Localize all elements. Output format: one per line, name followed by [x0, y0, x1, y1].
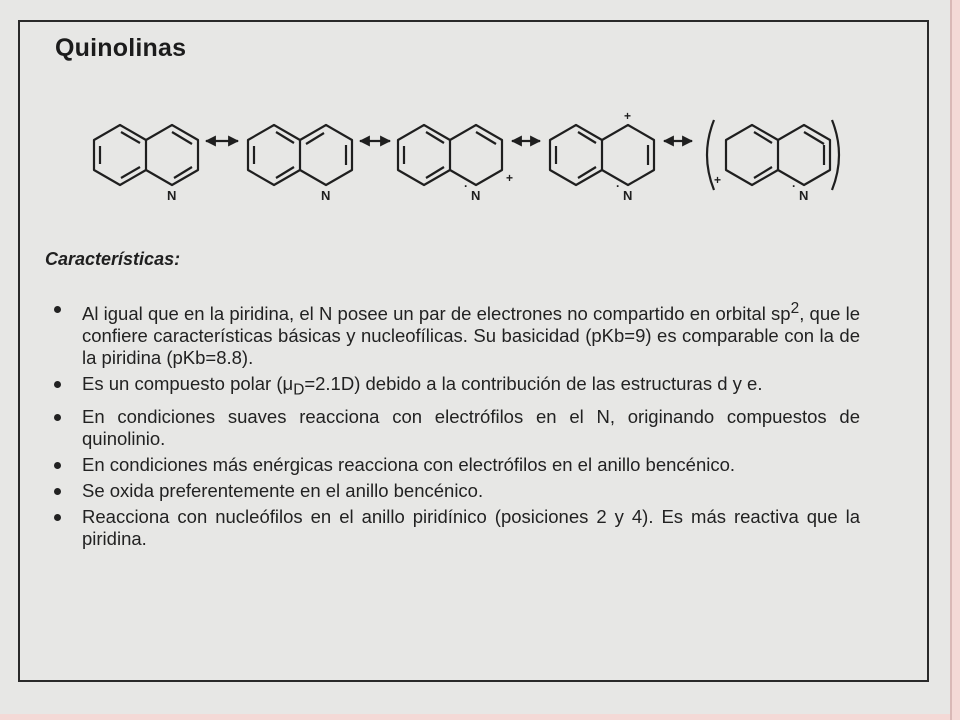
- list-item-text: =2.1D) debido a la contribución de las estructuras d y e.: [304, 373, 763, 395]
- positive-charge: +: [506, 171, 514, 185]
- nitrogen-label: N: [167, 188, 177, 203]
- positive-charge: +: [714, 173, 722, 187]
- negative-charge-dot: ·: [792, 179, 796, 193]
- structure-b: [248, 125, 352, 228]
- page-title: Quinolinas: [55, 34, 187, 62]
- list-item: [40, 480, 860, 502]
- list-item-text: Reacciona con nucleófilos en el anillo piridínico (posiciones 2 y 4). Es más reactiva que la piridina.: [82, 505, 860, 549]
- list-item-text: En condiciones más enérgicas reacciona con electrófilos en el anillo bencénico.: [82, 453, 736, 475]
- negative-charge-dot: ·: [464, 179, 468, 193]
- section-heading: Características:: [45, 249, 181, 269]
- structure-e: [550, 109, 654, 228]
- nitrogen-label: N: [799, 188, 809, 203]
- negative-charge-dot: ·: [616, 179, 620, 193]
- subscript: D: [293, 381, 305, 399]
- nitrogen-label: N: [321, 188, 331, 203]
- list-item: [40, 406, 860, 450]
- positive-charge: +: [624, 109, 632, 123]
- bullet-icon: [54, 514, 61, 521]
- structure-bracketed: [707, 120, 839, 203]
- list-item: [40, 454, 860, 476]
- bullet-icon: [54, 462, 61, 469]
- list-item-text: Es un compuesto polar (μ: [82, 373, 294, 395]
- bullet-icon: [54, 381, 61, 388]
- bullet-icon: [54, 306, 61, 313]
- characteristics-list: [40, 298, 860, 554]
- list-item: [40, 373, 860, 402]
- list-item: [40, 506, 860, 550]
- nitrogen-label: N: [623, 188, 633, 203]
- list-item-text: , que le confiere características básicas y nucleofílicas. Su basicidad (pKb=9) es comparable con la de la piridina (pKb=8.8).: [82, 303, 860, 369]
- resonance-structures-diagram: [80, 88, 860, 228]
- structure-d: [398, 125, 513, 228]
- structure-a: [94, 125, 198, 228]
- nitrogen-label: N: [471, 188, 481, 203]
- scan-edge: [950, 0, 952, 720]
- list-item-text: Se oxida preferentemente en el anillo bencénico.: [82, 479, 484, 501]
- list-item: [40, 298, 860, 369]
- list-item-text: En condiciones suaves reacciona con electrófilos en el N, originando compuestos de quinolinio.: [82, 405, 860, 449]
- superscript: 2: [790, 300, 800, 317]
- bullet-icon: [54, 488, 61, 495]
- list-item-text: Al igual que en la piridina, el N posee un par de electrones no compartido en orbital sp: [82, 303, 791, 325]
- bullet-icon: [54, 414, 61, 421]
